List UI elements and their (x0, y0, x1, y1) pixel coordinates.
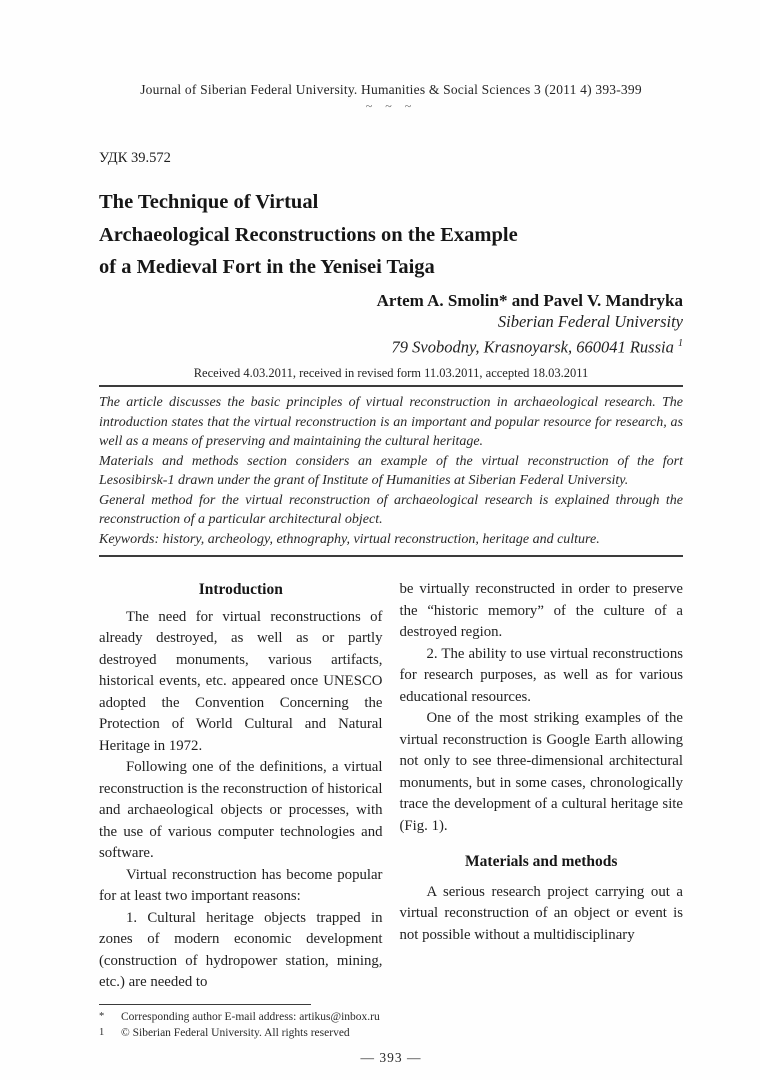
article-title-line-2: Archaeological Reconstructions on the Example (99, 223, 518, 246)
author-names: Artem A. Smolin* and Pavel V. Mandryka (376, 290, 683, 310)
body-paragraph-continuation: be virtually reconstructed in order to preserve the “historic memory” of the culture of a destroyed region. (399, 581, 683, 640)
affiliation-address (99, 333, 683, 359)
left-column (99, 579, 383, 994)
two-column-body (99, 579, 683, 994)
address-footnote-ref: 1 (678, 337, 683, 349)
footnote-marker: 1 (99, 1026, 105, 1038)
footnote-separator-rule (99, 1004, 311, 1005)
page-number: — 393 — (360, 1049, 422, 1065)
authors-block (99, 290, 683, 359)
udk-code: УДК 39.572 (99, 150, 171, 166)
abstract (99, 393, 683, 549)
abstract-paragraph: General method for the virtual reconstruction of archaeological research is explained through the reconstruction of a particular architectural object. (99, 492, 683, 527)
body-paragraph: Following one of the definitions, a virtual reconstruction is the reconstruction of historical and archaeological objects or processes, with the use of various computer technologies and software. (99, 759, 383, 861)
article-title-line-3: of a Medieval Fort in the Yenisei Taiga (99, 256, 435, 278)
body-paragraph: 1. Cultural heritage objects trapped in zones of modern economic development (construction of hydropower station, mining, etc.) are needed to (99, 909, 383, 990)
abstract-bottom-rule (99, 555, 683, 557)
abstract-top-rule (99, 385, 683, 387)
journal-header: Journal of Siberian Federal University. Humanities & Social Sciences 3 (2011 4) 393-399 (140, 82, 642, 97)
header-tilde-separator: ~ ~ ~ (365, 99, 417, 113)
footnote-text: Corresponding author E-mail address: artikus@inbox.ru (121, 1010, 380, 1023)
affiliation: Siberian Federal University (497, 311, 683, 331)
section-heading-introduction: Introduction (198, 581, 283, 598)
footnote-corresponding-author (99, 1009, 683, 1025)
abstract-paragraph: The article discusses the basic principles of virtual reconstruction in archaeological research. The introduction states that the virtual reconstruction is an important and popular resource for research, as well as a means of preserving and maintaining the cultural heritage. (99, 395, 683, 449)
footnote-copyright (99, 1025, 683, 1041)
footnote-area (99, 1004, 683, 1041)
section-heading-materials-and-methods: Materials and methods (465, 853, 618, 870)
footnote-text: © Siberian Federal University. All rights reserved (121, 1026, 350, 1039)
body-paragraph: The need for virtual reconstructions of already destroyed, as well as or partly destroyed monuments, various artifacts, historical events, etc. appeared once UNESCO adopted the Convention Concerning the Protection of World Cultural and Natural Heritage in 1972. (99, 608, 383, 754)
abstract-paragraph: Materials and methods section considers an example of the virtual reconstruction of the fort Lesosibirsk-1 drawn under the grant of Institute of Humanities at Siberian Federal University. (99, 453, 683, 488)
body-paragraph: A serious research project carrying out a virtual reconstruction of an object or event is not possible without a multidisciplinary (399, 883, 683, 943)
article-title (99, 186, 683, 284)
body-paragraph: One of the most striking examples of the virtual reconstruction is Google Earth allowing not only to see three-dimensional architectural monuments, but in some cases, chronologically trace the development of a cultural heritage site (Fig. 1). (399, 710, 683, 834)
keywords-line: Keywords: history, archeology, ethnography, virtual reconstruction, heritage and culture. (99, 531, 600, 547)
body-paragraph: 2. The ability to use virtual reconstructions for research purposes, as well as for various educational resources. (399, 645, 683, 705)
footnote-marker: * (99, 1010, 105, 1022)
right-column (400, 579, 684, 994)
received-dates-line: Received 4.03.2011, received in revised form 11.03.2011, accepted 18.03.2011 (193, 366, 589, 380)
body-paragraph: Virtual reconstruction has become popular for at least two important reasons: (99, 866, 383, 904)
address-text: 79 Svobodny, Krasnoyarsk, 660041 Russia (391, 337, 678, 356)
article-title-line-1: The Technique of Virtual (99, 191, 319, 213)
